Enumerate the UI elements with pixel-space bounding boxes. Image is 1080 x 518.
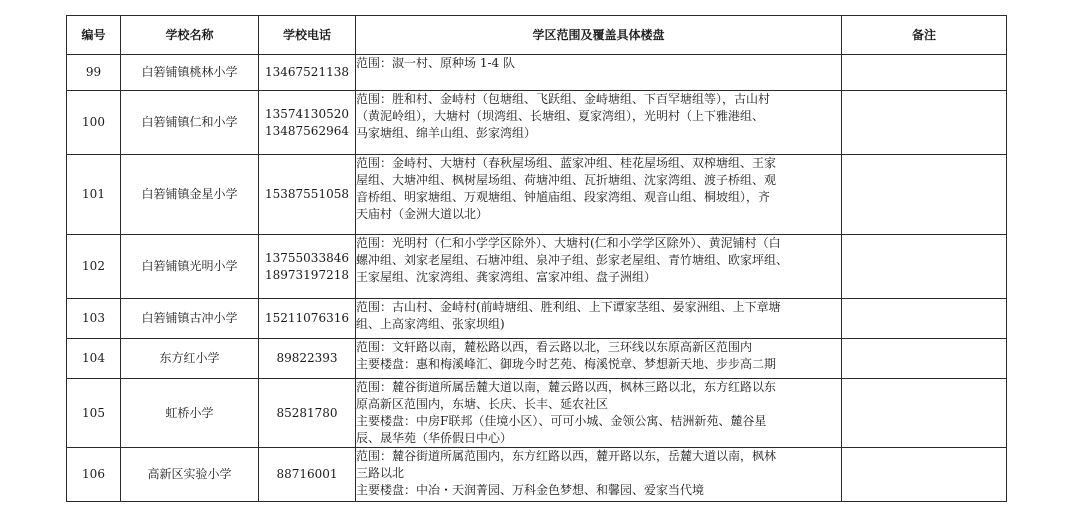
school-name: 虹桥小学 (121, 379, 259, 448)
scope-line: 范围：光明村（仁和小学学区除外）、大塘村(仁和小学学区除外）、黄泥铺村（白 (356, 236, 781, 250)
school-phone (259, 448, 356, 502)
phone-number: 13755033846 (265, 250, 349, 265)
remark-cell (842, 155, 1007, 235)
row-number: 103 (67, 299, 121, 339)
district-scope (356, 379, 842, 448)
district-scope (356, 155, 842, 235)
scope-line: 范围：文轩路以南，麓松路以西，看云路以北，三环线以东原高新区范围内 (356, 340, 753, 354)
table-body (67, 55, 1007, 502)
scope-line: （黄泥岭组），大塘村（坝湾组、长塘组、夏家湾组），光明村（上下雅港组、 (356, 109, 765, 123)
header-school-name: 学校名称 (121, 16, 259, 55)
remark-cell (842, 299, 1007, 339)
district-scope (356, 448, 842, 502)
phone-number: 88716001 (276, 467, 338, 481)
scope-line: 主要楼盘：中房F联邦（佳境小区）、可可小城、金领公寓、桔洲新苑、麓谷星 (356, 414, 767, 428)
school-phone (259, 235, 356, 299)
school-name: 白箬铺镇光明小学 (121, 235, 259, 299)
school-phone (259, 379, 356, 448)
remark-cell (842, 235, 1007, 299)
row-number: 100 (67, 91, 121, 155)
scope-line: 范围：胜和村、金峙村（包塘组、飞跃组、金峙塘组、下百罕塘组等），古山村 (356, 92, 771, 106)
row-number: 102 (67, 235, 121, 299)
school-district-table (66, 15, 1007, 502)
scope-line: 范围：淑一村、原种场 1-4 队 (356, 56, 515, 70)
school-phone (259, 55, 356, 91)
table-row (67, 235, 1007, 299)
scope-line: 三路以北 (356, 466, 405, 480)
phone-number: 13574130520 (265, 106, 349, 121)
district-scope (356, 235, 842, 299)
remark-cell (842, 339, 1007, 379)
phone-number: 85281780 (276, 405, 338, 420)
district-scope (356, 299, 842, 339)
scope-line: 组、上高家湾组、张家坝组) (356, 317, 505, 331)
scope-line: 原高新区范围内，东塘、长庆、长丰、延农社区 (356, 397, 609, 411)
row-number: 99 (67, 55, 121, 91)
header-district-scope: 学区范围及覆盖具体楼盘 (356, 16, 842, 55)
phone-number: 13467521138 (265, 65, 349, 79)
district-scope (356, 55, 842, 91)
scope-line: 辰、晟华苑（华侨假日中心） (356, 431, 513, 445)
scope-line: 天庙村（金洲大道以北） (356, 207, 489, 221)
scope-line: 主要楼盘：中冶・天润菁园、万科金色梦想、和馨园、爱家当代境 (356, 483, 705, 497)
header-remark: 备注 (842, 16, 1007, 55)
table-header-row (67, 16, 1007, 55)
school-phone (259, 155, 356, 235)
scope-line: 马家塘组、绵羊山组、彭家湾组） (356, 126, 537, 140)
table-row (67, 55, 1007, 91)
row-number: 101 (67, 155, 121, 235)
school-name: 白箬铺镇金星小学 (121, 155, 259, 235)
school-phone (259, 299, 356, 339)
school-name: 白箬铺镇古冲小学 (121, 299, 259, 339)
school-name: 白箬铺镇桃林小学 (121, 55, 259, 91)
scope-line: 范围：麓谷街道所属范围内，东方红路以西，麓开路以东，岳麓大道以南，枫林 (356, 449, 777, 463)
scope-line: 主要楼盘：惠和梅溪峰汇、御珑今时艺苑、梅溪悦章、梦想新天地、步步高二期 (356, 357, 777, 371)
scope-line: 范围：古山村、金峙村(前峙塘组、胜利组、上下谭家茎组、晏家洲组、上下章塘 (356, 300, 781, 314)
school-name: 东方红小学 (121, 339, 259, 379)
phone-number: 15387551058 (265, 187, 349, 201)
row-number: 106 (67, 448, 121, 502)
remark-cell (842, 91, 1007, 155)
table-row (67, 299, 1007, 339)
district-scope (356, 91, 842, 155)
scope-line: 王家屋组、沈家湾组、龚家湾组、富家冲组、盘子洲组） (356, 270, 657, 284)
table-row (67, 155, 1007, 235)
phone-number: 89822393 (276, 351, 338, 365)
remark-cell (842, 379, 1007, 448)
row-number: 104 (67, 339, 121, 379)
remark-cell (842, 448, 1007, 502)
row-number: 105 (67, 379, 121, 448)
scope-line: 音桥组、明家塘组、万观塘组、钟馗庙组、段家湾组、观音山组、桐坡组），齐 (356, 190, 771, 204)
remark-cell (842, 55, 1007, 91)
table-row (67, 339, 1007, 379)
phone-number: 13487562964 (265, 123, 349, 138)
header-number: 编号 (67, 16, 121, 55)
school-phone (259, 339, 356, 379)
scope-line: 范围：金峙村、大塘村（春秋屋场组、蓝家冲组、桂花屋场组、双榨塘组、王家 (356, 156, 777, 170)
school-phone (259, 91, 356, 155)
scope-line: 范围：麓谷街道所属岳麓大道以南，麓云路以西，枫林三路以北，东方红路以东 (356, 380, 777, 394)
school-name: 高新区实验小学 (121, 448, 259, 502)
table-row (67, 379, 1007, 448)
table-row (67, 91, 1007, 155)
table-row (67, 448, 1007, 502)
header-school-phone: 学校电话 (259, 16, 356, 55)
scope-line: 螺冲组、刘家老屋组、石塘冲组、泉冲子组、彭家老屋组、青竹塘组、欧家坪组、 (356, 253, 789, 267)
phone-number: 18973197218 (265, 267, 349, 282)
school-name: 白箬铺镇仁和小学 (121, 91, 259, 155)
scope-line: 屋组、大塘冲组、枫树屋场组、荷塘冲组、瓦折塘组、沈家湾组、渡子桥组、观 (356, 173, 777, 187)
phone-number: 15211076316 (265, 311, 349, 325)
district-scope (356, 339, 842, 379)
